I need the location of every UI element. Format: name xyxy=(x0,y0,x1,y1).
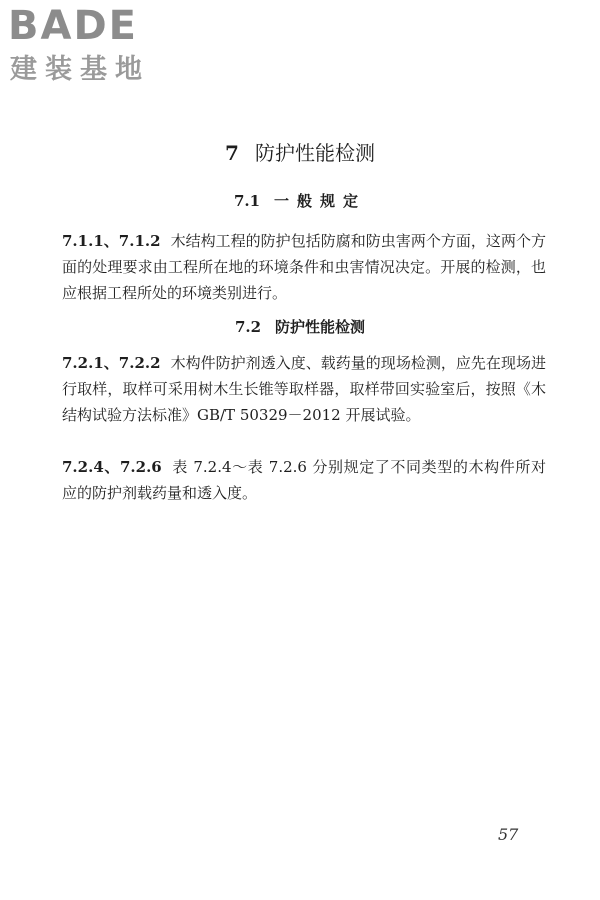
chapter-heading: 防护性能检测 xyxy=(254,141,375,165)
section-title-7-1 xyxy=(0,190,600,212)
clause-text: 木构件防护剂透入度、载药量的现场检测，应先在现场进行取样，取样可采用树木生长锥等取样器，取样带回实验室后，按照《木结构试验方法标准》GB/T 50329－2012 开展试验。 xyxy=(62,354,546,424)
clause-paragraph xyxy=(62,454,546,506)
section-heading: 防护性能检测 xyxy=(275,318,366,336)
clause-number: 7.1.1、7.1.2 xyxy=(62,232,161,250)
chapter-number: 7 xyxy=(225,141,239,165)
clause-paragraph xyxy=(62,350,546,428)
logo-subtitle: 建装基地 xyxy=(10,54,150,85)
logo-wordmark: BADE xyxy=(8,3,138,49)
clause-paragraph xyxy=(62,228,546,306)
page-number: 57 xyxy=(498,825,519,844)
section-number: 7.1 xyxy=(233,192,261,210)
clause-number: 7.2.1、7.2.2 xyxy=(62,354,161,372)
clause-number: 7.2.4、7.2.6 xyxy=(62,458,162,476)
clause-text: 木结构工程的防护包括防腐和防虫害两个方面，这两个方面的处理要求由工程所在地的环境条件和虫害情况决定。开展的检测，也应根据工程所处的环境类别进行。 xyxy=(62,232,546,302)
section-heading: 一般规定 xyxy=(274,192,367,210)
chapter-title xyxy=(0,138,600,168)
bade-logo xyxy=(8,4,188,86)
clause-text: 表 7.2.4～表 7.2.6 分别规定了不同类型的木构件所对应的防护剂载药量和透入度。 xyxy=(62,458,546,502)
section-title-7-2 xyxy=(0,316,600,338)
section-number: 7.2 xyxy=(234,318,262,336)
